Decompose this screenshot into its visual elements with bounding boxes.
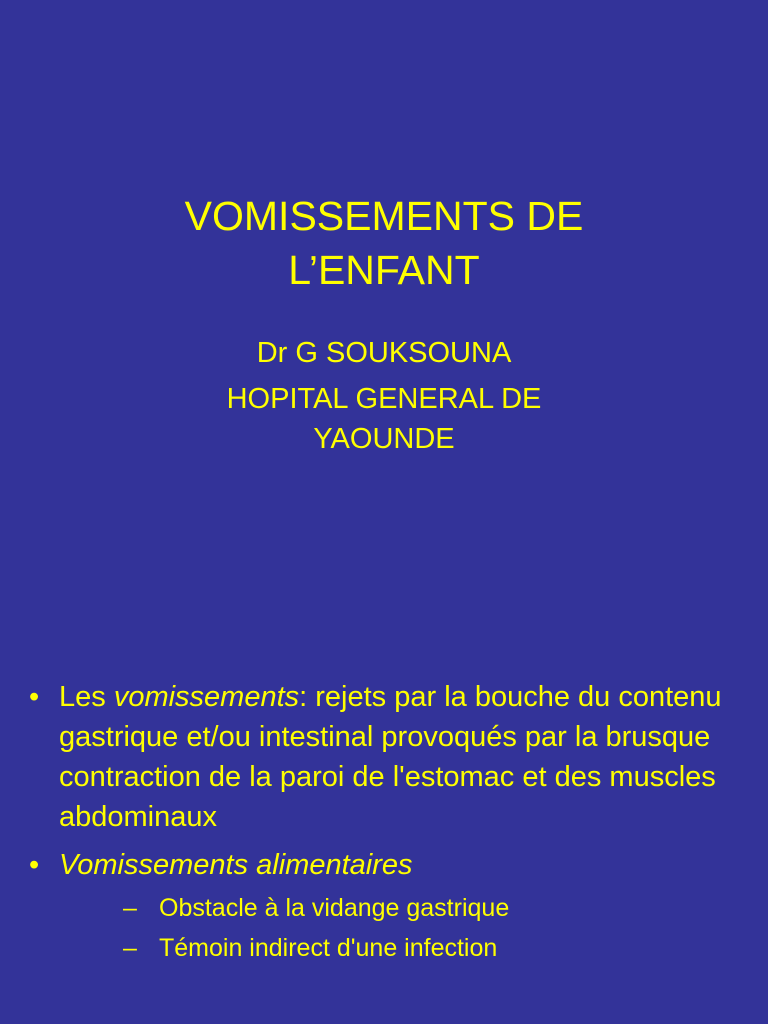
sub-bullet-item [59, 931, 738, 965]
sub-bullet-item [59, 891, 738, 925]
bullet-italic-term: vomissements [113, 681, 300, 713]
bullet-marker: • [29, 849, 40, 881]
author-name: Dr G SOUKSOUNA [256, 337, 512, 369]
bullet-italic-heading: Vomissements alimentaires [59, 849, 413, 881]
bullet-prefix: Les [59, 681, 114, 713]
bullet-item [0, 677, 768, 837]
dash-marker: – [123, 934, 137, 962]
bullet-definition: : rejets par la bouche du contenu gastrique et/ou intestinal provoqués par la brusque contraction de la paroi de l'estomac et des muscles abdominaux [59, 681, 722, 833]
bullet-list [0, 677, 768, 973]
sub-bullet-text: Obstacle à la vidange gastrique [159, 894, 510, 922]
institution-line-2: YAOUNDE [313, 423, 455, 455]
slide-title [0, 189, 768, 297]
institution-line-1: HOPITAL GENERAL DE [226, 383, 542, 415]
bullet-item [0, 845, 768, 965]
slide-subtitle [0, 333, 768, 459]
title-line-1: VOMISSEMENTS DE [184, 193, 584, 239]
title-line-2: L’ENFANT [288, 247, 480, 293]
dash-marker: – [123, 894, 137, 922]
bullet-marker: • [29, 681, 40, 713]
sub-bullet-text: Témoin indirect d'une infection [159, 934, 498, 962]
